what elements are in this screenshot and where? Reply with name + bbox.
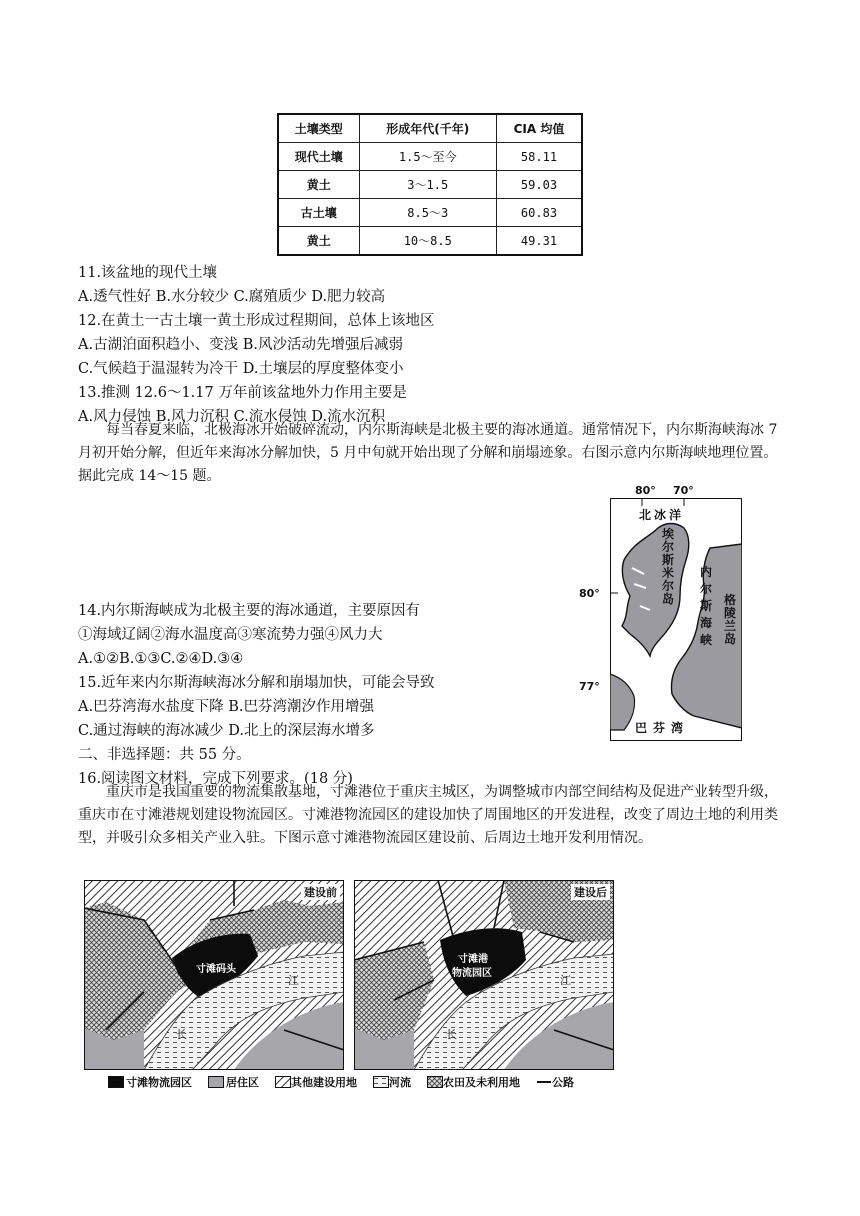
park-label: 物流园区 [452,968,492,979]
landuse-before-graphic [84,880,344,1070]
col-header: 形成年代(千年) [359,114,496,143]
legend-label: 河流 [389,1076,411,1089]
legend-item [536,1074,574,1090]
question-14-stem: 14.内尔斯海峡成为北极主要的海冰通道，主要原因有 [78,603,421,619]
arctic-ocean-label: 北冰洋 [639,508,685,522]
legend-item [427,1074,520,1090]
legend-item [373,1074,411,1090]
baffin-bay-label: 巴芬湾 [635,721,690,735]
river-label: 江 [288,974,299,987]
legend-item [208,1074,259,1090]
table-header-row [278,114,582,143]
soil-table [277,113,583,256]
landuse-map-before [84,880,344,1070]
park-label: 寸滩码头 [196,964,236,975]
lat-label: 77° [579,680,600,693]
farmland-swatch-icon [427,1076,443,1088]
table-cell: 1.5～至今 [359,143,496,171]
table-row [278,143,582,171]
table-cell: 49.31 [496,227,582,256]
map-title: 建设后 [571,884,610,900]
table-row [278,171,582,199]
table-cell: 3～1.5 [359,171,496,199]
legend-item [275,1074,357,1090]
passage-cuntan-port [78,781,784,850]
legend-item [108,1074,192,1090]
table-cell: 古土壤 [278,199,359,227]
question-12-options: A.古湖泊面积趋小、变浅 B.风沙活动先增强后减弱 [78,337,403,353]
question-14-items: ①海域辽阔②海水温度高③寒流势力强④风力大 [78,627,383,643]
ellesmere-island-label: 埃尔斯米尔岛 [661,527,674,606]
question-15-options: C.通过海峡的海冰减少 D.北上的深层海水增多 [78,723,375,739]
col-header: CIA 均值 [496,114,582,143]
table-cell: 黄土 [278,227,359,256]
question-12-options: C.气候趋于温湿转为冷干 D.土壤层的厚度整体变小 [78,361,404,377]
question-13-stem: 13.推测 12.6～1.17 万年前该盆地外力作用主要是 [78,385,407,401]
passage-text: 重庆市是我国重要的物流集散基地，寸滩港位于重庆主城区，为调整城市内部空间结构及促进产业转型升级，重庆市在寸滩港规划建设物流园区。寸滩港物流园区的建设加快了周围地区的开发进程，改变了周边土地的利用类型，并吸引众多相关产业入驻。下图示意寸滩港物流园区建设前、后周边土地开发利用情况。 [78,784,778,846]
table-cell: 59.03 [496,171,582,199]
landuse-map-after [354,880,614,1070]
park-label: 寸滩港 [458,954,488,965]
legend-label: 公路 [552,1076,574,1089]
passage-text: 每当春夏来临，北极海冰开始破碎流动，内尔斯海峡是北极主要的海冰通道。通常情况下，内尔斯海峡海冰 7 月初开始分解，但近年来海冰分解加快，5 月中旬就开始出现了分解和崩塌迹象。右图示意内尔斯海峡地理位置。据此完成 14～15 题。 [78,422,778,484]
question-13-options: A.风力侵蚀 B.风力沉积 C.流水侵蚀 D.流水沉积 [78,409,386,425]
table-cell: 60.83 [496,199,582,227]
hatch-swatch-icon [275,1076,291,1088]
map-title: 建设前 [301,884,340,900]
residential-swatch-icon [208,1076,224,1088]
map-legend [108,1074,586,1090]
table-cell: 黄土 [278,171,359,199]
table-cell: 10～8.5 [359,227,496,256]
legend-label: 寸滩物流园区 [126,1076,192,1089]
table-cell: 58.11 [496,143,582,171]
table-row [278,227,582,256]
legend-label: 其他建设用地 [291,1076,357,1089]
question-15-options: A.巴芬湾海水盐度下降 B.巴芬湾潮汐作用增强 [78,699,374,715]
river-label: 长 [176,1028,187,1041]
nares-strait-label: 内尔斯海峡 [699,565,712,647]
lat-label: 80° [579,587,600,600]
question-14-options: A.①②B.①③C.②④D.③④ [78,651,244,667]
river-label: 长 [446,1028,457,1041]
question-11-options: A.透气性好 B.水分较少 C.腐殖质少 D.肥力较高 [78,289,386,305]
col-header: 土壤类型 [278,114,359,143]
passage-nares-strait [78,419,784,488]
table-cell: 现代土壤 [278,143,359,171]
river-swatch-icon [373,1076,389,1088]
greenland-label: 格陵兰岛 [723,593,736,646]
river-label: 江 [560,974,571,987]
table-row [278,199,582,227]
question-16-stem: 16.阅读图文材料，完成下列要求。(18 分) [78,771,353,787]
question-12-stem: 12.在黄土一古土壤一黄土形成过程期间，总体上该地区 [78,313,435,329]
question-15-stem: 15.近年来内尔斯海峡海冰分解和崩塌加快，可能会导致 [78,675,435,691]
legend-label: 农田及未利用地 [443,1076,520,1089]
park-swatch-icon [108,1076,124,1088]
question-11-stem: 11.该盆地的现代土壤 [78,265,218,281]
section-heading: 二、非选择题：共 55 分。 [78,747,251,763]
legend-label: 居住区 [226,1076,259,1089]
nares-strait-map [579,484,745,742]
road-line-icon [536,1076,552,1088]
lon-label: 80° [635,484,656,497]
table-cell: 8.5～3 [359,199,496,227]
lon-label: 70° [673,484,694,497]
